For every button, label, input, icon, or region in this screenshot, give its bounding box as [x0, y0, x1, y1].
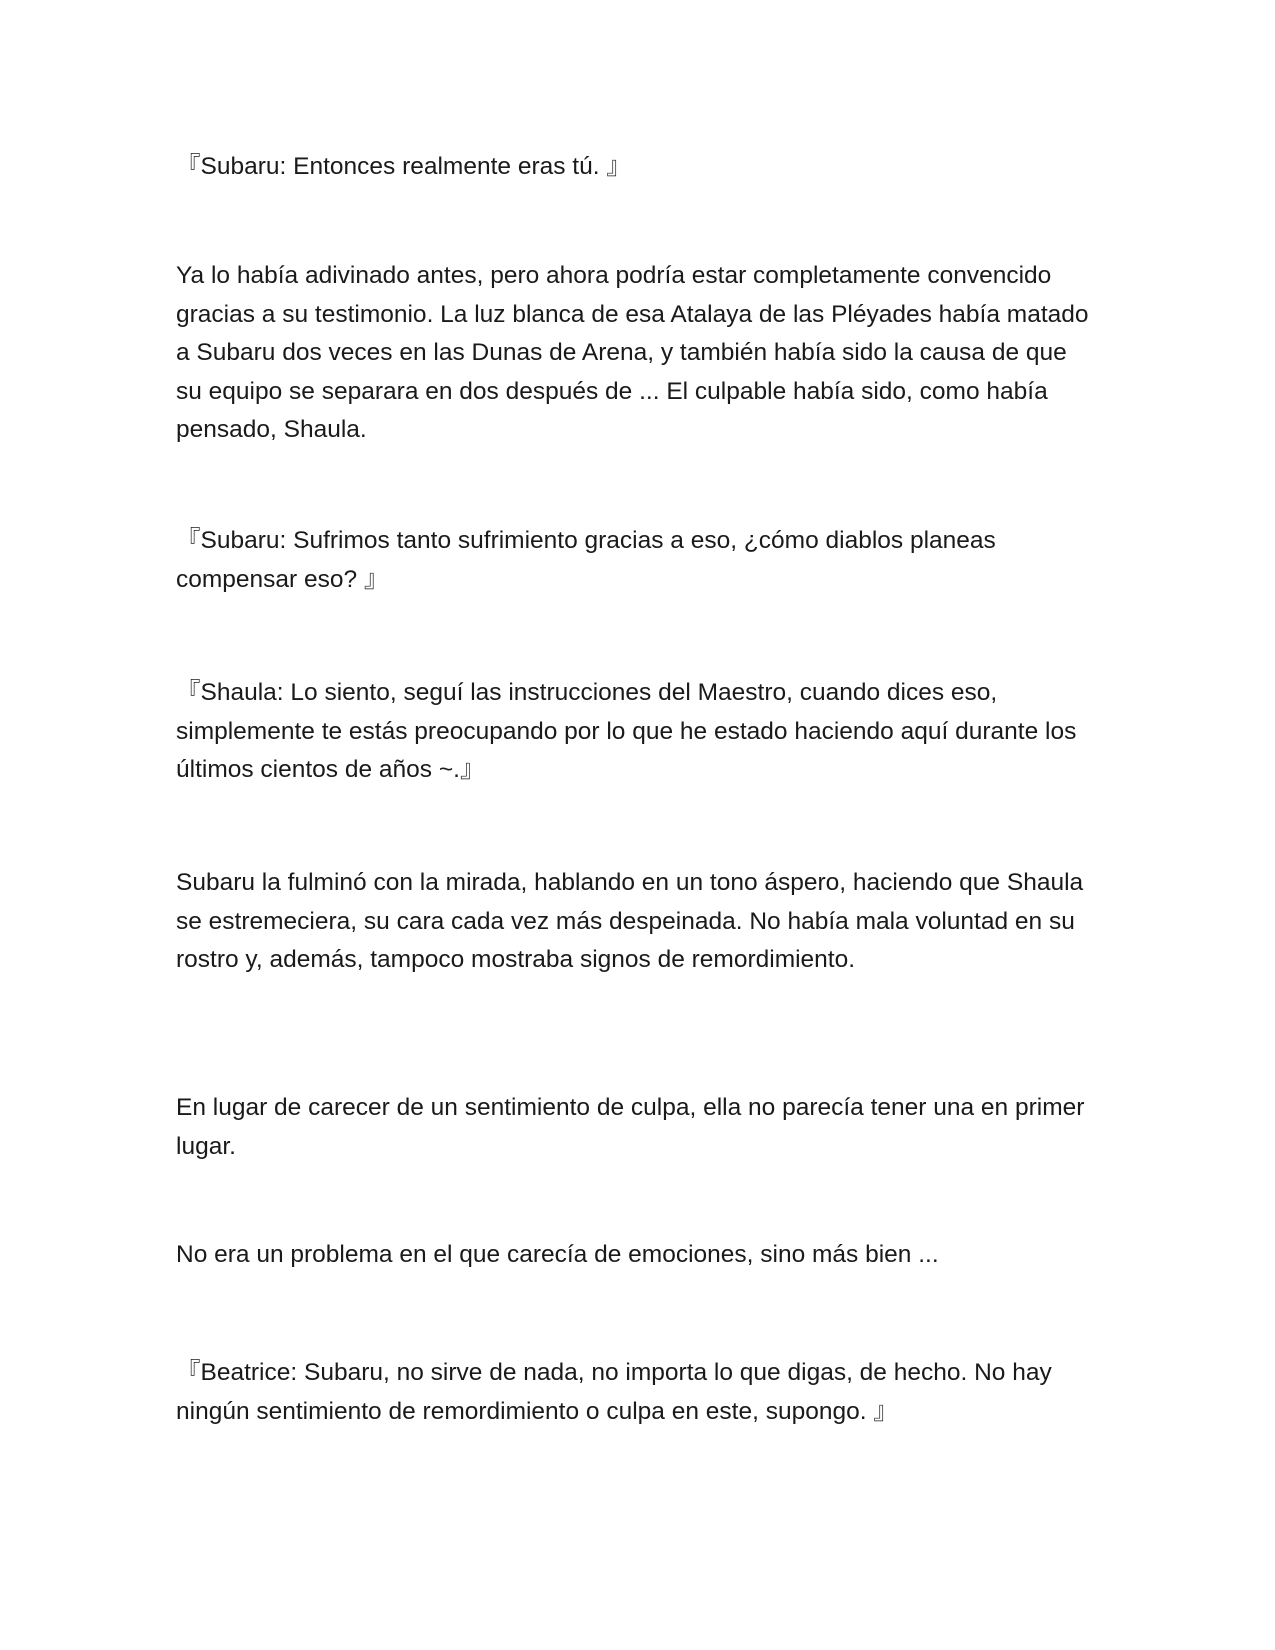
narration-paragraph-1: Ya lo había adivinado antes, pero ahora podría estar completamente convencido gracias a su testimonio. La luz blanca de esa Atalaya de las Pléyades había matado a Subaru dos veces en las Dunas de Arena, y también había sido la causa de que su equipo se separara en dos después de ... El culpable había sido, como había pensado, Shaula. — [176, 262, 1089, 443]
narration-paragraph-2: Subaru la fulminó con la mirada, hablando en un tono áspero, haciendo que Shaula se estremeciera, su cara cada vez más despeinada. No había mala voluntad en su rostro y, además, tampoco mostraba signos de remordimiento. — [176, 869, 1084, 973]
dialogue-beatrice: 『Beatrice: Subaru, no sirve de nada, no importa lo que digas, de hecho. No hay ningún sentimiento de remordimiento o culpa en este, supongo. 』 — [176, 1359, 1052, 1425]
narration-paragraph-3: En lugar de carecer de un sentimiento de culpa, ella no parecía tener una en primer lugar. — [176, 1094, 1085, 1160]
narration-paragraph-4: No era un problema en el que carecía de emociones, sino más bien ... — [176, 1241, 939, 1268]
dialogue-shaula: 『Shaula: Lo siento, seguí las instrucciones del Maestro, cuando dices eso, simplemente te estás preocupando por lo que he estado haciendo aquí durante los últimos cientos de años ~.』 — [176, 679, 1077, 783]
dialogue-subaru-1: 『Subaru: Entonces realmente eras tú. 』 — [176, 153, 631, 180]
dialogue-subaru-2: 『Subaru: Sufrimos tanto sufrimiento gracias a eso, ¿cómo diablos planeas compensar eso? 』 — [176, 527, 996, 593]
